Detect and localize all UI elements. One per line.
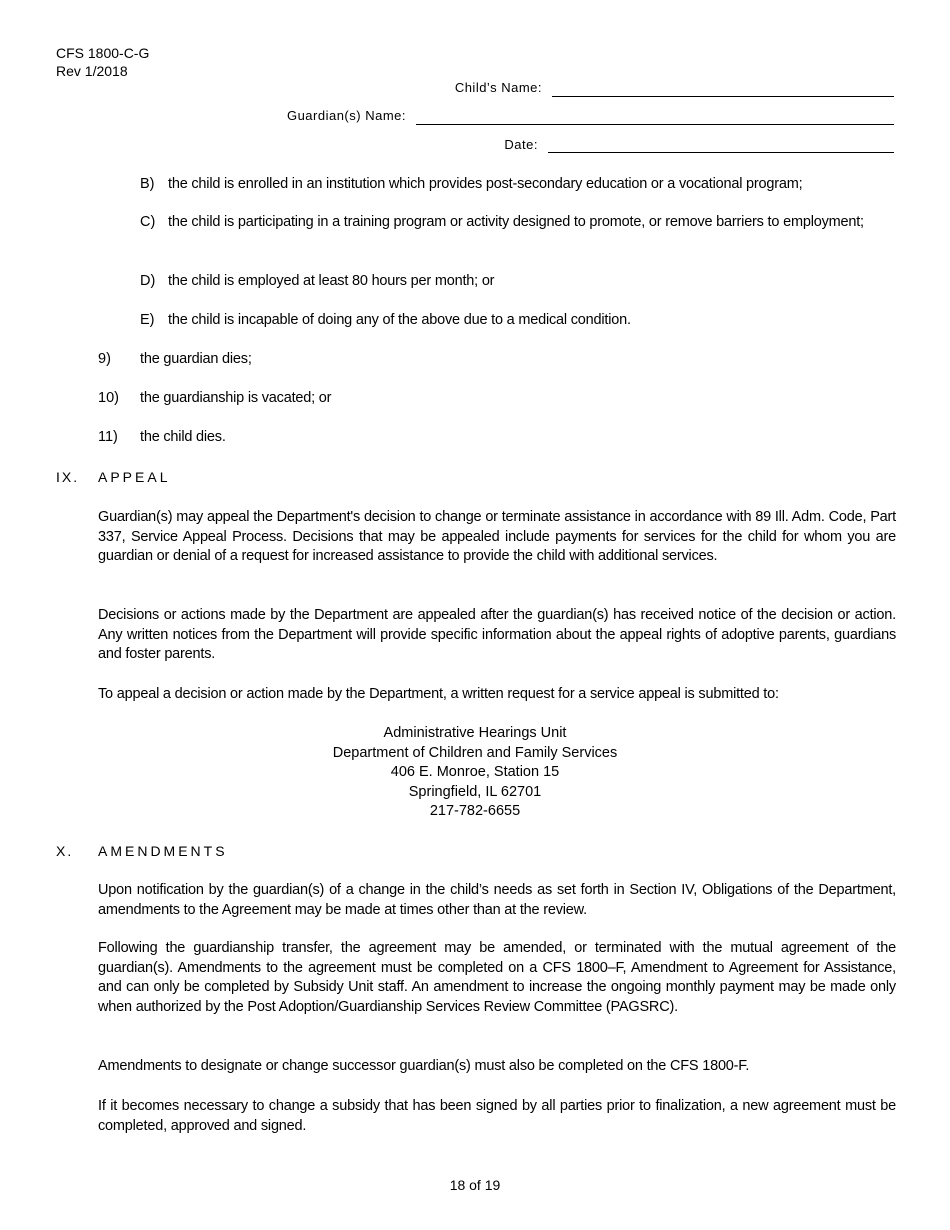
address-line: Springfield, IL 62701: [408, 783, 542, 800]
guardians-name-label: Guardian(s) Name:: [286, 108, 406, 123]
appeal-paragraph: To appeal a decision or action made by the Department, a written request for a service appeal is submitted to:: [98, 686, 779, 702]
form-number: CFS 1800-C-G: [56, 45, 150, 61]
section-number-appeal: IX.: [56, 469, 80, 485]
sub-item-marker: B): [140, 176, 155, 192]
sub-item-marker: E): [140, 312, 155, 328]
address-line: 217-782-6655: [429, 803, 521, 819]
section-title-appeal: APPEAL: [98, 469, 171, 485]
childs-name-label: Child’s Name:: [454, 80, 542, 95]
numbered-item-text: the guardianship is vacated; or: [140, 390, 332, 406]
form-revision: Rev 1/2018: [56, 63, 128, 79]
appeal-paragraph: Decisions or actions made by the Department are appealed after the guardian(s) has received notice of the decision or action. Any written notices from the Department will provide specific information about the appeal rights of adoptive parents, guardians and foster parents.: [98, 607, 896, 662]
numbered-item-marker: 9): [98, 351, 111, 367]
section-title-amendments: AMENDMENTS: [98, 843, 228, 859]
appeal-paragraph: Guardian(s) may appeal the Department's decision to change or terminate assistance in accordance with 89 Ill. Adm. Code, Part 337, Service Appeal Process. Decisions that may be appealed include payments for services for the child for whom you are guardian or denial of a request for increased assistance to provide the child with additional services.: [98, 509, 896, 564]
guardians-name-line[interactable]: [416, 124, 894, 125]
numbered-item-marker: 11): [98, 429, 118, 445]
amendments-paragraph: Amendments to designate or change successor guardian(s) must also be completed on the CFS 1800-F.: [98, 1058, 750, 1074]
sub-item-text: the child is incapable of doing any of the above due to a medical condition.: [168, 312, 631, 328]
sub-item-marker: C): [140, 214, 156, 230]
address-line: Department of Children and Family Services: [332, 744, 618, 761]
amendments-paragraph: Upon notification by the guardian(s) of a change in the child’s needs as set forth in Section IV, Obligations of the Department, amendments to the Agreement may be made at times other than at the review.: [98, 882, 896, 918]
address-line: Administrative Hearings Unit: [383, 725, 567, 741]
page-number: 18 of 19: [449, 1177, 501, 1193]
date-line[interactable]: [548, 152, 894, 153]
numbered-item-text: the child dies.: [140, 429, 226, 445]
amendments-paragraph: Following the guardianship transfer, the agreement may be amended, or terminated with the mutual agreement of the guardian(s). Amendments to the agreement must be completed on a CFS 1800–F, Amendment to Agreement for Assistance, and can only be completed by Subsidy Unit staff. An amendment to increase the ongoing monthly payment may be made only when authorized by the Post Adoption/Guardianship Services Review Committee (PAGSRC).: [98, 940, 896, 1015]
numbered-item-text: the guardian dies;: [140, 351, 252, 367]
sub-item-text: the child is enrolled in an institution which provides post-secondary education or a vocational program;: [168, 176, 803, 192]
amendments-paragraph: If it becomes necessary to change a subsidy that has been signed by all parties prior to finalization, a new agreement must be completed, approved and signed.: [98, 1098, 896, 1134]
childs-name-line[interactable]: [552, 96, 894, 97]
sub-item-marker: D): [140, 273, 156, 289]
date-label: Date:: [504, 137, 538, 152]
sub-item-text: the child is participating in a training program or activity designed to promote, or remove barriers to employment;: [168, 214, 864, 230]
sub-item-text: the child is employed at least 80 hours per month; or: [168, 273, 495, 289]
appeal-address: [0, 724, 950, 822]
numbered-item-marker: 10): [98, 390, 119, 406]
address-line: 406 E. Monroe, Station 15: [390, 764, 560, 780]
section-number-amendments: X.: [56, 843, 74, 859]
